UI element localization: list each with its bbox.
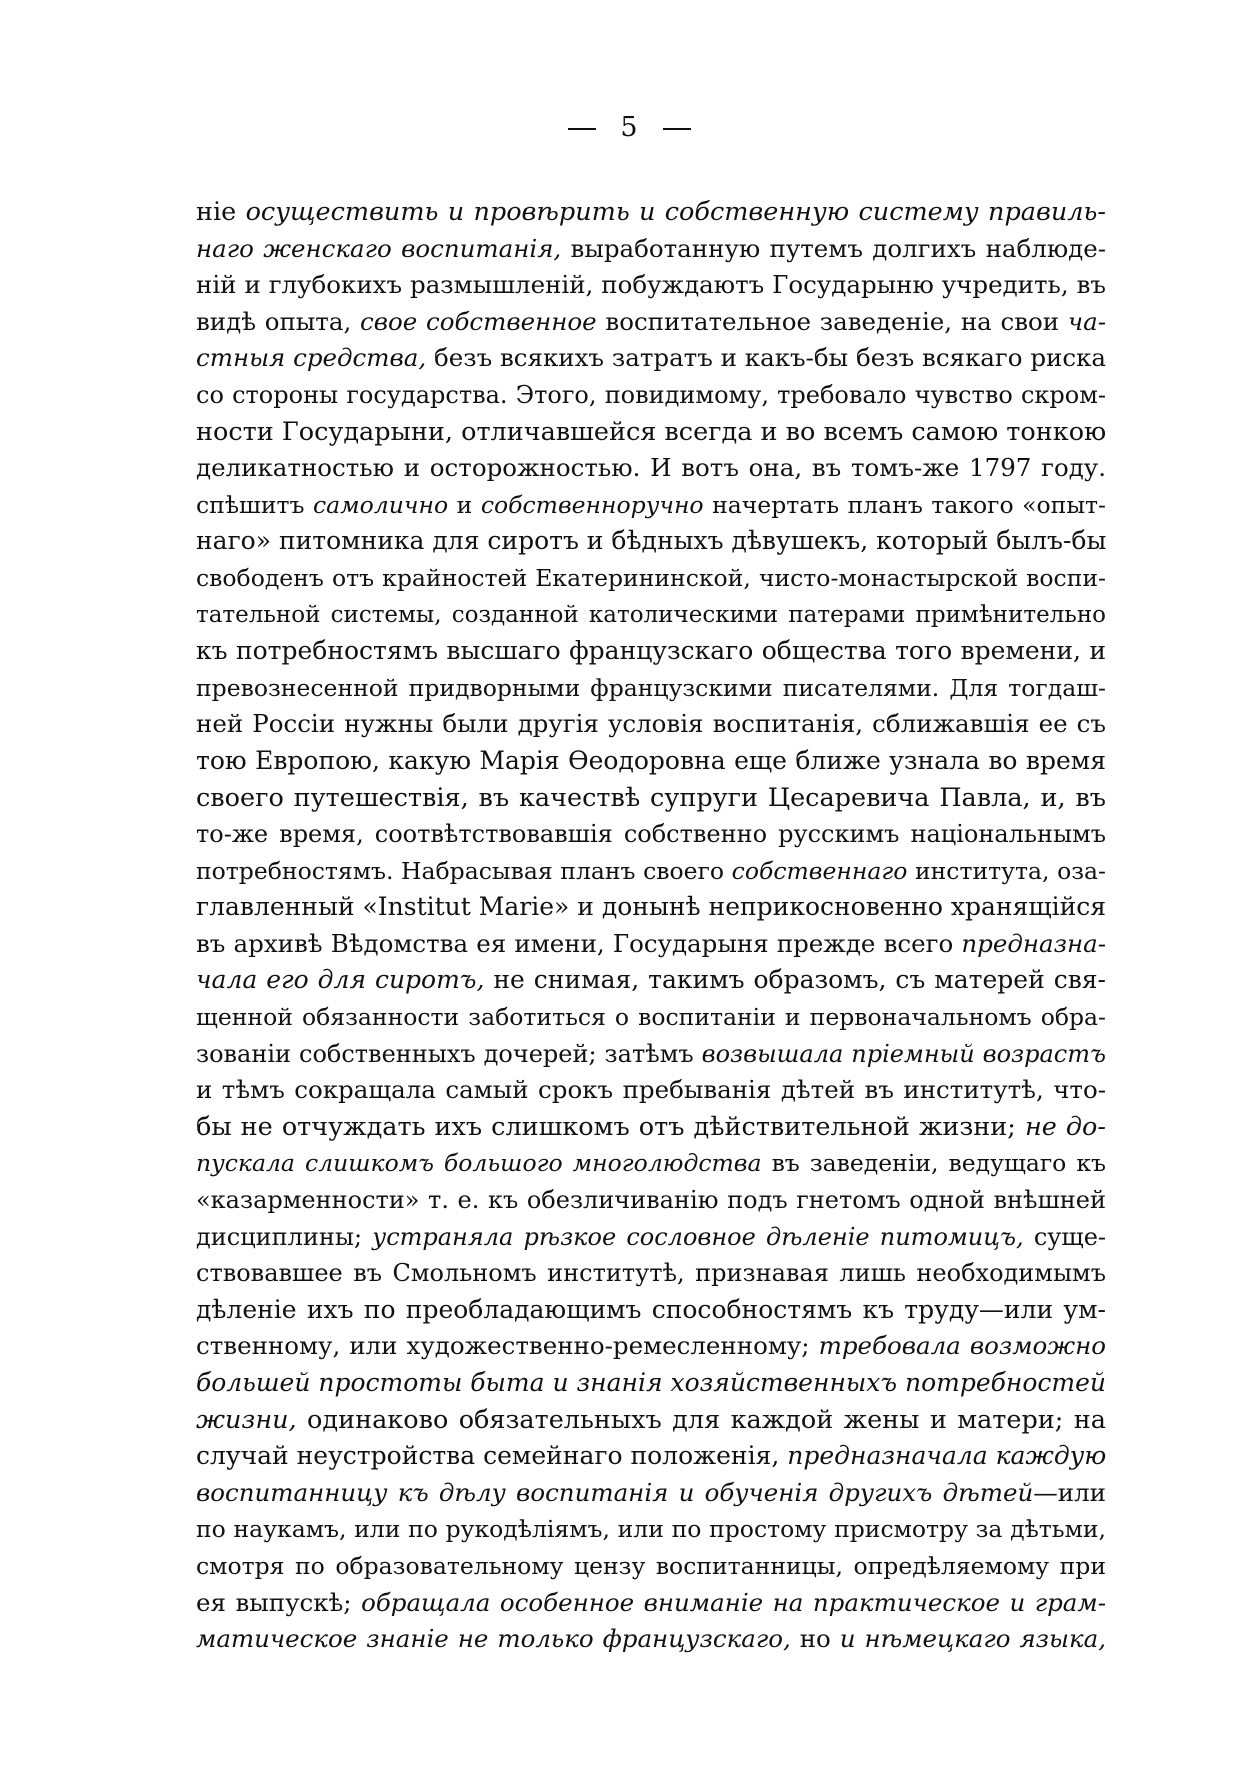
text-segment: одинаково обязательныхъ для каждой жены и матери; на bbox=[296, 1404, 1106, 1435]
italic-text-segment: предназна- bbox=[961, 928, 1106, 958]
italic-text-segment: самолично bbox=[312, 490, 449, 519]
text-line bbox=[196, 1585, 1106, 1622]
page-number bbox=[0, 112, 1259, 143]
text-segment: бы не отчуждать ихъ слишкомъ отъ дѣйствительной жизни; bbox=[196, 1111, 1025, 1142]
italic-text-segment: требовала возможно bbox=[818, 1331, 1106, 1361]
italic-text-segment: ча- bbox=[1067, 306, 1106, 336]
italic-text-segment: осуществить и провѣрить и собственную систему правиль- bbox=[245, 197, 1106, 227]
italic-text-segment: жизни, bbox=[196, 1404, 297, 1435]
text-line bbox=[196, 999, 1106, 1036]
text-segment: дисциплины; bbox=[196, 1222, 373, 1251]
text-line bbox=[196, 414, 1106, 451]
text-line bbox=[196, 487, 1106, 524]
text-segment: въ заведеніи, ведущаго къ bbox=[761, 1149, 1106, 1178]
text-line bbox=[196, 1402, 1106, 1439]
text-segment: смотря по образовательному цензу воспитанницы, опредѣляемому при bbox=[196, 1551, 1106, 1580]
text-line bbox=[196, 231, 1106, 268]
text-segment: то-же время, соотвѣтствовавшія собственно русскимъ національнымъ bbox=[196, 820, 1106, 849]
text-line bbox=[196, 340, 1106, 377]
text-line bbox=[196, 1511, 1106, 1548]
text-line bbox=[196, 1072, 1106, 1109]
text-segment: ственному, или художественно-ремесленному; bbox=[196, 1331, 819, 1361]
italic-text-segment: воспитанницу къ дѣлу воспитанія и обученія другихъ дѣтей bbox=[196, 1477, 1034, 1507]
text-segment: «казарменности» т. е. къ обезличиванію подъ гнетомъ одной внѣшней bbox=[196, 1186, 1106, 1215]
italic-text-segment: устраняла рѣзкое сословное дѣленіе питомицъ, bbox=[372, 1222, 1024, 1251]
text-segment: наго» питомника для сиротъ и бѣдныхъ дѣвушекъ, который былъ-бы bbox=[196, 526, 1106, 556]
text-line bbox=[196, 194, 1106, 231]
italic-text-segment: и нѣмецкаго языка, bbox=[839, 1624, 1106, 1654]
text-line bbox=[196, 633, 1106, 670]
text-segment: своего путешествія, въ качествѣ супруги Цесаревича Павла, и, въ bbox=[196, 782, 1106, 813]
text-line bbox=[196, 926, 1106, 963]
text-segment: воспитательное заведеніе, на свои bbox=[596, 306, 1068, 336]
text-segment: тательной системы, созданной католическими патерами примѣнительно bbox=[196, 601, 1106, 628]
text-line bbox=[196, 450, 1106, 487]
text-line bbox=[196, 889, 1106, 926]
italic-text-segment: обращала особенное вниманіе на практическое и грам- bbox=[361, 1587, 1106, 1617]
text-line bbox=[196, 377, 1106, 414]
italic-text-segment: чала его для сиротъ, bbox=[196, 965, 485, 995]
text-line bbox=[196, 816, 1106, 853]
italic-text-segment: возвышала пріемный возрастъ bbox=[701, 1039, 1106, 1068]
text-line bbox=[196, 1365, 1106, 1402]
text-segment: безъ всякихъ затратъ и какъ-бы безъ всякаго риска bbox=[426, 343, 1106, 373]
text-segment: начертать планъ такого «опыт- bbox=[703, 490, 1106, 519]
italic-text-segment: предназначала каждую bbox=[787, 1441, 1106, 1471]
italic-text-segment: наго женскаго воспитанія, bbox=[196, 233, 562, 263]
text-segment: случай неустройства семейнаго положенія, bbox=[196, 1441, 788, 1471]
italic-text-segment: собственноручно bbox=[480, 490, 704, 519]
text-line bbox=[196, 304, 1106, 341]
text-segment: ней Россіи нужны были другія условія воспитанія, сближавшія ее съ bbox=[196, 709, 1106, 739]
italic-text-segment: свое собственное bbox=[360, 306, 597, 336]
text-segment: и bbox=[448, 490, 481, 519]
text-segment: тою Европою, какую Марія Ѳеодоровна еще ближе узнала во время bbox=[196, 745, 1106, 775]
text-segment: видѣ опыта, bbox=[196, 306, 361, 336]
text-line bbox=[196, 962, 1106, 999]
italic-text-segment: большей простоты быта и знанія хозяйственныхъ потребностей bbox=[196, 1368, 1106, 1397]
text-segment: дѣленіе ихъ по преобладающимъ способностямъ къ труду—или ум- bbox=[196, 1294, 1106, 1324]
text-line bbox=[196, 1438, 1106, 1475]
text-line bbox=[196, 1182, 1106, 1219]
text-segment: зованіи собственныхъ дочерей; затѣмъ bbox=[196, 1039, 702, 1068]
text-segment: по наукамъ, или по рукодѣліямъ, или по простому присмотру за дѣтьми, bbox=[196, 1515, 1106, 1544]
text-line bbox=[196, 1475, 1106, 1512]
text-line bbox=[196, 1621, 1106, 1658]
text-segment: превознесенной придворными французскими писателями. Для тогдаш- bbox=[196, 673, 1106, 702]
italic-text-segment: не до- bbox=[1024, 1111, 1106, 1142]
text-line bbox=[196, 853, 1106, 890]
text-line bbox=[196, 560, 1106, 597]
text-segment: и тѣмъ сокращала самый срокъ пребыванія дѣтей въ институтѣ, что- bbox=[196, 1075, 1106, 1105]
text-segment: ея выпускѣ; bbox=[196, 1587, 362, 1617]
text-segment: въ архивѣ Вѣдомства ея имени, Государыня прежде всего bbox=[196, 928, 962, 958]
text-segment: ніе bbox=[196, 197, 246, 227]
text-line bbox=[196, 1219, 1106, 1256]
text-segment: спѣшитъ bbox=[196, 490, 313, 519]
text-line bbox=[196, 1328, 1106, 1365]
text-line bbox=[196, 670, 1106, 707]
text-segment: —или bbox=[1033, 1477, 1106, 1507]
text-segment: свободенъ отъ крайностей Екатерининской, чисто-монастырской воспи- bbox=[196, 563, 1106, 592]
text-segment: ствовавшее въ Смольномъ институтѣ, признавая лишь необходимымъ bbox=[196, 1259, 1106, 1288]
text-line bbox=[196, 597, 1106, 634]
text-segment: со стороны государства. Этого, повидимому, требовало чувство скром- bbox=[196, 380, 1106, 409]
text-segment: главленный «Institut Marie» и донынѣ неприкосновенно хранящійся bbox=[196, 892, 1106, 922]
text-segment: не снимая, такимъ образомъ, съ матерей свя- bbox=[484, 965, 1106, 995]
italic-text-segment: стныя средства, bbox=[196, 343, 427, 373]
text-line bbox=[196, 1109, 1106, 1146]
text-line bbox=[196, 1036, 1106, 1073]
text-line bbox=[196, 706, 1106, 743]
text-line bbox=[196, 267, 1106, 304]
page-number-dash-left bbox=[568, 128, 596, 130]
text-segment: ности Государыни, отличавшейся всегда и во всемъ самою тонкою bbox=[196, 416, 1106, 447]
text-line bbox=[196, 743, 1106, 780]
page-number-dash-right bbox=[663, 128, 691, 130]
text-line bbox=[196, 1255, 1106, 1292]
text-line bbox=[196, 1145, 1106, 1182]
text-line bbox=[196, 1292, 1106, 1329]
text-segment: выработанную путемъ долгихъ наблюде- bbox=[561, 233, 1106, 263]
text-line bbox=[196, 1548, 1106, 1585]
text-segment: ній и глубокихъ размышленій, побуждаютъ Государыню учредить, въ bbox=[196, 270, 1106, 300]
italic-text-segment: матическое знаніе не только французскаго, bbox=[196, 1624, 791, 1654]
text-segment: института, оза- bbox=[907, 856, 1106, 885]
text-line bbox=[196, 780, 1106, 817]
body-text bbox=[196, 194, 1106, 1658]
text-segment: но bbox=[790, 1624, 840, 1654]
italic-text-segment: собственнаго bbox=[731, 856, 908, 885]
text-segment: щенной обязанности заботиться о воспитаніи и первоначальномъ обра- bbox=[196, 1003, 1106, 1032]
text-segment: къ потребностямъ высшаго французскаго общества того времени, и bbox=[196, 636, 1106, 666]
text-segment: потребностямъ. Набрасывая планъ своего bbox=[196, 856, 732, 885]
text-segment: суще- bbox=[1023, 1222, 1106, 1251]
italic-text-segment: пускала слишкомъ большого многолюдства bbox=[196, 1149, 762, 1178]
page-number-value: 5 bbox=[620, 112, 639, 143]
text-segment: деликатностью и осторожностью. И вотъ она, въ томъ-же 1797 году. bbox=[196, 453, 1106, 483]
text-line bbox=[196, 523, 1106, 560]
